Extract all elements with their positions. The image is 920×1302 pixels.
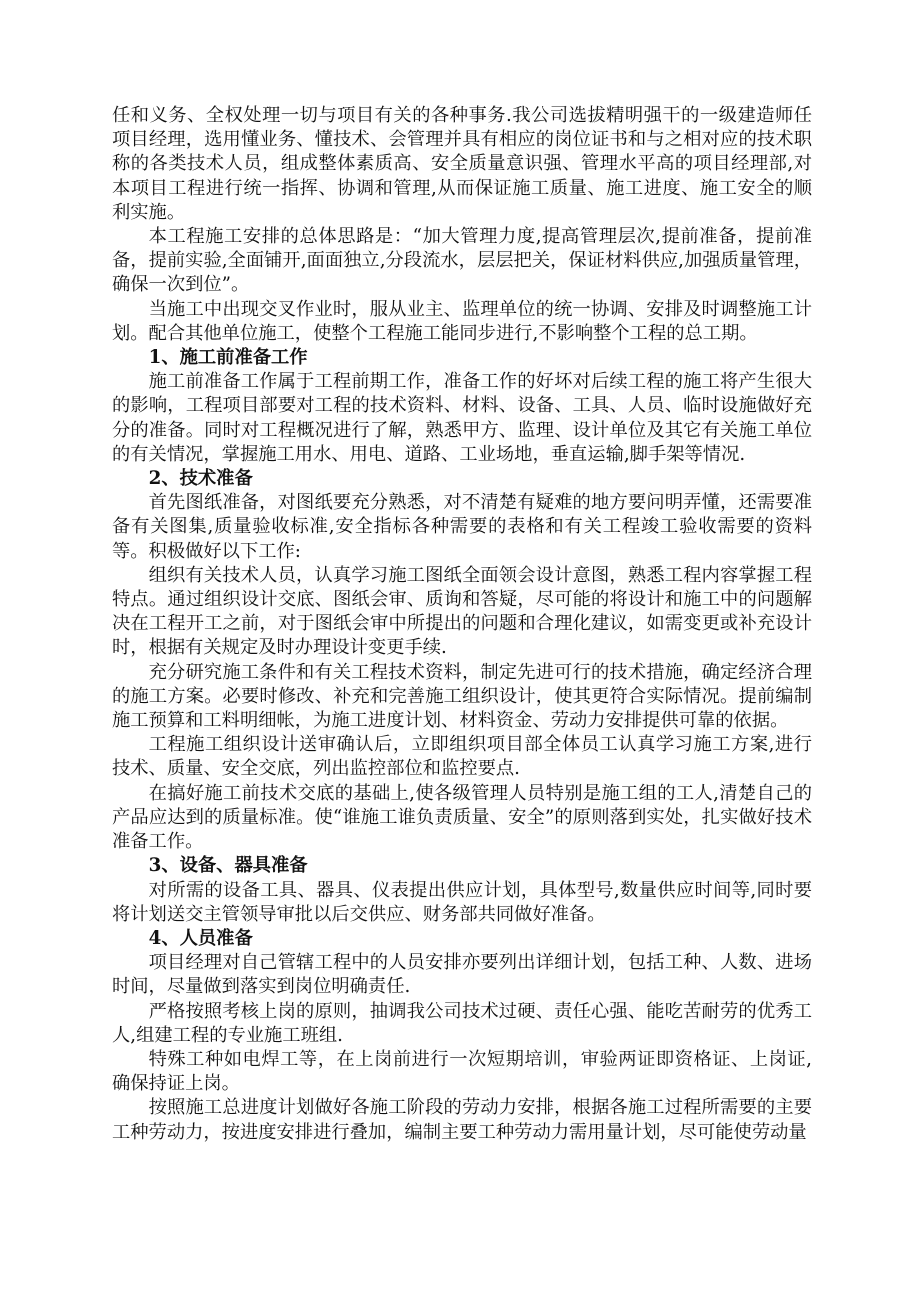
paragraph-drawings: 首先图纸准备，对图纸要充分熟悉，对不清楚有疑难的地方要问明弄懂，还需要准备有关图集,质量验收标准,安全指标各种需要的表格和有关工程竣工验收需要的资料等。积极做好以下工作: (112, 492, 812, 562)
section-heading-2: 2、技术准备 (148, 468, 253, 490)
paragraph-design-review: 工程施工组织设计送审确认后，立即组织项目部全体员工认真学习施工方案,进行技术、质量、安全交底，列出监控部位和监控要点. (112, 734, 812, 780)
section-heading-1: 1、施工前准备工作 (148, 347, 308, 369)
section-heading-4: 4、人员准备 (148, 927, 253, 949)
paragraph-preparation: 施工前准备工作属于工程前期工作，准备工作的好坏对后续工程的施工将产生很大的影响，工程项目部要对工程的技术资料、材料、设备、工具、人员、临时设施做好充分的准备。同时对工程概况进行了解，熟悉甲方、监理、设计单位及其它有关施工单位的有关情况，掌握施工用水、用电、道路、工业场地，垂直运输,脚手架等情况. (112, 371, 812, 465)
paragraph-cross-work: 当施工中出现交叉作业时，服从业主、监理单位的统一协调、安排及时调整施工计划。配合其他单位施工，使整个工程施工能同步进行,不影响整个工程的总工期。 (112, 298, 812, 344)
paragraph-technical-staff: 组织有关技术人员，认真学习施工图纸全面领会设计意图，熟悉工程内容掌握工程特点。通过组织设计交底、图纸会审、质询和答疑，尽可能的将设计和施工中的问题解决在工程开工之前，对于图纸会审中所提出的问题和合理化建议，如需变更或补充设计时，根据有关规定及时办理设计变更手续. (112, 564, 812, 659)
paragraph-equipment: 对所需的设备工具、器具、仪表提出供应计划，具体型号,数量供应时间等,同时要将计划送交主管领导审批以后交供应、财务部共同做好准备。 (112, 879, 812, 925)
paragraph-continued: 任和义务、全权处理一切与项目有关的各种事务.我公司选拔精明强干的一级建造师任项目经理，选用懂业务、懂技术、会管理并具有相应的岗位证书和与之相对应的技术职称的各类技术人员，组成整体素质高、安全质量意识强、管理水平高的项目经理部,对本项目工程进行统一指挥、协调和管理,从而保证施工质量、施工进度、施工安全的顺利实施。 (112, 105, 812, 223)
paragraph-personnel-plan: 项目经理对自己管辖工程中的人员安排亦要列出详细计划，包括工种、人数、进场时间，尽量做到落实到岗位明确责任. (112, 952, 812, 998)
paragraph-construction-plan: 充分研究施工条件和有关工程技术资料，制定先进可行的技术措施，确定经济合理的施工方案。必要时修改、补充和完善施工组织设计，使其更符合实际情况。提前编制施工预算和工料明细帐，为施工进度计划、材料资金、劳动力安排提供可靠的依据。 (112, 661, 812, 732)
document-body (112, 104, 812, 1145)
paragraph-special-trades: 特殊工种如电焊工等，在上岗前进行一次短期培训，审验两证即资格证、上岗证,确保持证上岗。 (112, 1048, 812, 1095)
paragraph-technical-briefing: 在搞好施工前技术交底的基础上,使各级管理人员特别是施工组的工人,清楚自己的产品应达到的质量标准。使“谁施工谁负责质量、安全”的原则落到实处，扎实做好技术准备工作。 (112, 782, 812, 853)
section-heading-3: 3、设备、器具准备 (148, 855, 308, 877)
paragraph-overall-approach: 本工程施工安排的总体思路是：“加大管理力度,提高管理层次,提前准备，提前准备，提前实验,全面铺开,面面独立,分段流水，层层把关，保证材料供应,加强质量管理，确保一次到位”。 (112, 226, 812, 296)
paragraph-labor-schedule: 按照施工总进度计划做好各施工阶段的劳动力安排，根据各施工过程所需要的主要工种劳动力，按进度安排进行叠加，编制主要工种劳动力需用量计划，尽可能使劳动量 (112, 1097, 812, 1143)
paragraph-qualified-workers: 严格按照考核上岗的原则，抽调我公司技术过硬、责任心强、能吃苦耐劳的优秀工人,组建工程的专业施工班组. (112, 1000, 812, 1046)
